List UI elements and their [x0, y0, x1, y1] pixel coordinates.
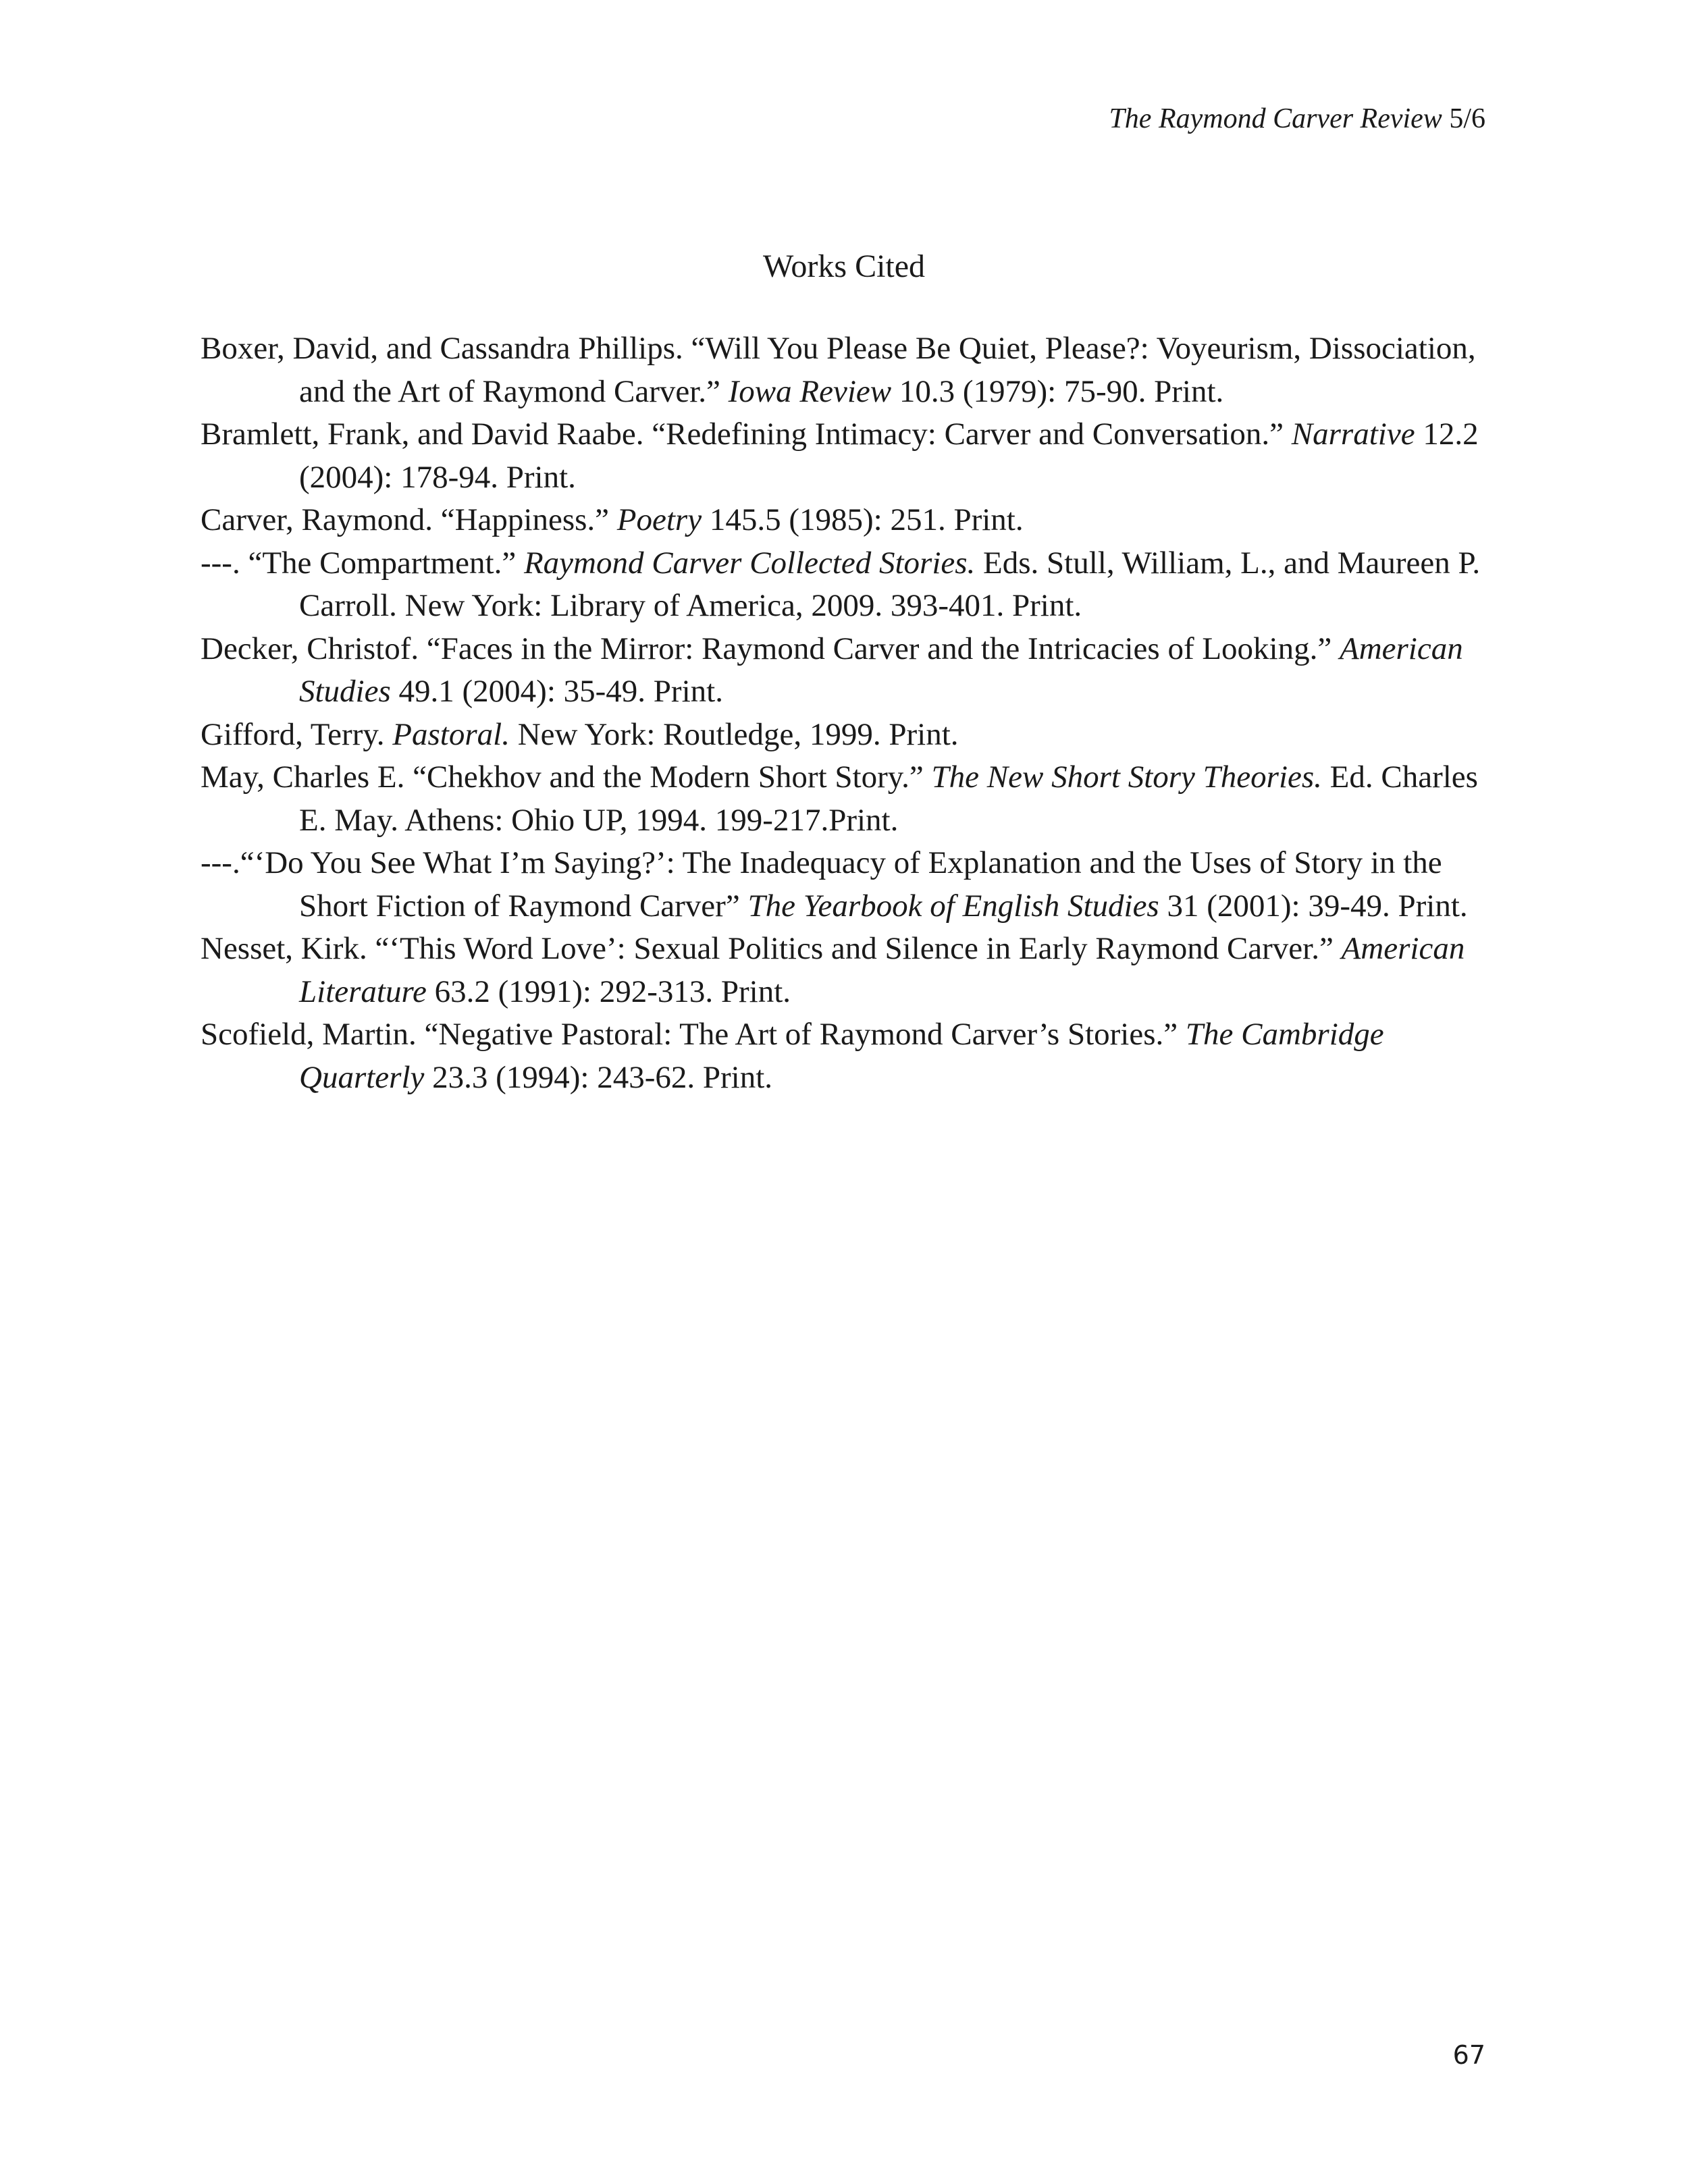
citation-text: Boxer, David, and Cassandra Phillips. “Will You Please Be Quiet, Please?: Voyeurism, Dissociation, and the Art of Raymond Carver.”: [201, 331, 1476, 409]
citation-details: 63.2 (1991): 292-313. Print.: [426, 974, 791, 1009]
works-cited-list: [201, 327, 1504, 1099]
works-cited-heading: Works Cited: [762, 248, 926, 284]
citation-text: ---. “The Compartment.”: [201, 545, 524, 581]
citation-source-title: The New Short Story Theories.: [931, 760, 1322, 795]
citation-source-title: Raymond Carver Collected Stories.: [523, 545, 976, 581]
citation-source-title: American Studies: [299, 631, 1463, 709]
citation-source-title: The Cambridge Quarterly: [299, 1017, 1384, 1095]
journal-title: The Raymond Carver Review: [1109, 103, 1442, 134]
citation-source-title: Narrative: [1291, 417, 1415, 452]
citation-text: Scofield, Martin. “Negative Pastoral: The Art of Raymond Carver’s Stories.”: [201, 1017, 1186, 1052]
citation-details: Eds. Stull, William, L., and Maureen P. Carroll. New York: Library of America, 2009. 393-401. Print.: [299, 545, 1481, 623]
citation-details: 145.5 (1985): 251. Print.: [702, 502, 1024, 537]
page-number: 67: [1452, 2040, 1485, 2070]
citation-details: Ed. Charles E. May. Athens: Ohio UP, 1994. 199-217.Print.: [299, 760, 1478, 838]
citation-text: Nesset, Kirk. “‘This Word Love’: Sexual Politics and Silence in Early Raymond Carver.”: [201, 931, 1342, 966]
citation-text: Bramlett, Frank, and David Raabe. “Redefining Intimacy: Carver and Conversation.”: [201, 417, 1292, 452]
citation-entry: [201, 756, 1504, 842]
citation-entry: [201, 928, 1504, 1013]
citation-entry: [201, 1013, 1504, 1099]
citation-details: New York: Routledge, 1999. Print.: [509, 716, 959, 752]
citation-entry: [201, 628, 1504, 714]
citation-details: 12.2 (2004): 178-94. Print.: [299, 417, 1479, 495]
running-header: [1109, 101, 1485, 136]
citation-source-title: American Literature: [299, 931, 1465, 1009]
citation-entry: [201, 542, 1504, 628]
citation-source-title: Iowa Review: [728, 373, 892, 409]
citation-entry: [201, 842, 1504, 928]
citation-details: 49.1 (2004): 35-49. Print.: [390, 674, 723, 709]
citation-source-title: The Yearbook of English Studies: [747, 888, 1159, 924]
citation-text: Decker, Christof. “Faces in the Mirror: Raymond Carver and the Intricacies of Looking.”: [201, 631, 1340, 666]
citation-text: Gifford, Terry.: [201, 716, 393, 752]
citation-details: 10.3 (1979): 75-90. Print.: [891, 373, 1224, 409]
citation-entry: [201, 413, 1504, 499]
citation-source-title: Poetry: [616, 502, 702, 537]
citation-text: ---.“‘Do You See What I’m Saying?’: The Inadequacy of Explanation and the Uses of Story in the Short Fiction of Raymond Carver”: [201, 845, 1442, 924]
citation-source-title: Pastoral.: [392, 716, 510, 752]
citation-entry: [201, 499, 1504, 542]
citation-text: Carver, Raymond. “Happiness.”: [201, 502, 617, 537]
citation-details: 23.3 (1994): 243-62. Print.: [424, 1059, 773, 1095]
page-indicator: 5/6: [1449, 103, 1485, 134]
citation-entry: [201, 714, 1504, 757]
citation-details: 31 (2001): 39-49. Print.: [1159, 888, 1468, 924]
citation-entry: [201, 327, 1504, 413]
citation-text: May, Charles E. “Chekhov and the Modern Short Story.”: [201, 760, 932, 795]
